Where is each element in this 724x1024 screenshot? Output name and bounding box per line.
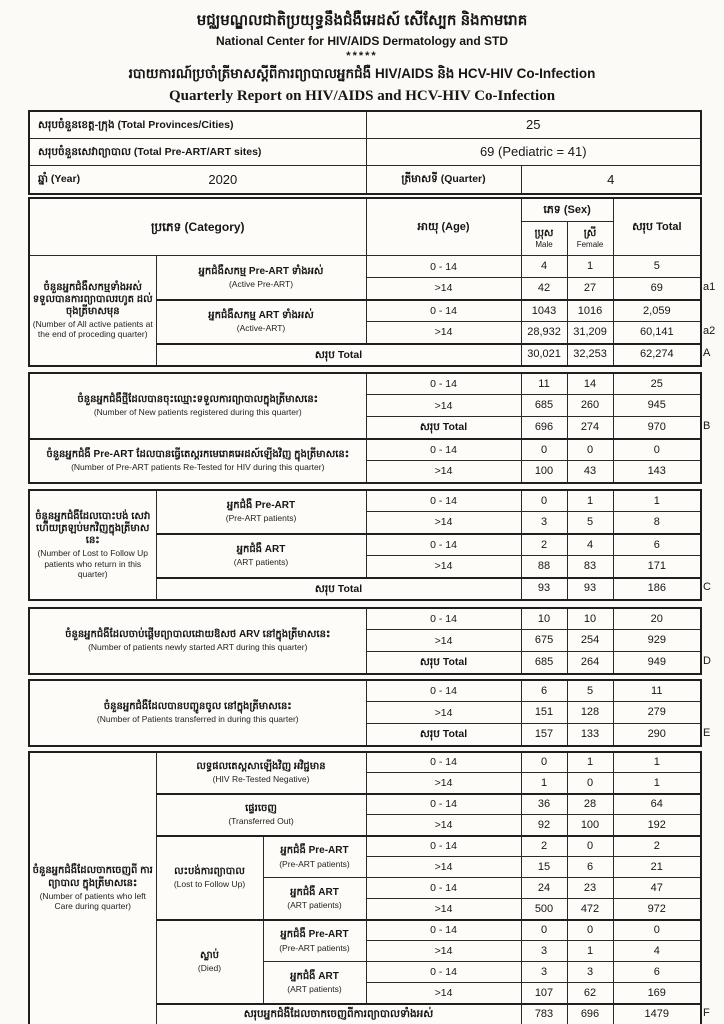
male-value: 100 (521, 461, 567, 483)
new-patients-label (29, 373, 366, 439)
section-new-patients (0, 372, 724, 484)
subtitle-khmer: របាយការណ៍ប្រចាំត្រីមាសស្តីពីការព្យាបាលអ្នកជំងឺ HIV/AIDS និង HCV-HIV Co-Infection (128, 65, 596, 81)
total-value: 2,059 (613, 300, 701, 322)
male-value: 107 (521, 983, 567, 1004)
table-row (29, 608, 701, 630)
female-value: 254 (567, 630, 613, 652)
female-value: 696 (567, 1004, 613, 1024)
quarter-value: 4 (521, 165, 701, 194)
total-sites-label: សរុបចំនួនសេវាព្យាបាល (Total Pre-ART/ART sites) (29, 138, 366, 165)
table-row (29, 138, 701, 165)
male-value: 93 (521, 578, 567, 600)
label-english: (Number of patients newly started ART during this quarter) (88, 642, 308, 653)
female-value: 1 (567, 941, 613, 962)
total-column-header: សរុប Total (613, 198, 701, 256)
label-english: (Number of Patients transferred in during this quarter) (96, 714, 299, 725)
female-value: 472 (567, 899, 613, 920)
female-value: 28 (567, 794, 613, 815)
year-label: ឆ្នាំ (Year) (38, 173, 81, 186)
age-cell: 0 - 14 (366, 920, 521, 941)
age-cell: >14 (366, 941, 521, 962)
label-khmer: ចំនួនអ្នកជំងឺ Pre-ART ដែលបានធ្វើតេស្តរកមេរោគអេដស៍ឡើងវិញ ក្នុងត្រីមាសនេះ (46, 449, 350, 461)
group-label-khmer: អ្នកជំងឺ ART (290, 886, 339, 898)
group-label-english: (Pre-ART patients) (279, 858, 350, 869)
summary-info-table (28, 110, 702, 195)
year-value: 2020 (208, 171, 238, 187)
total-row-label: សរុប Total (366, 724, 521, 746)
age-cell: 0 - 14 (366, 878, 521, 899)
label-khmer: ចំនួនអ្នកជំងឺដែលចាប់ផ្តើមព្យាបាលដោយឱសថ ARV នៅក្នុងត្រីមាសនេះ (65, 629, 331, 641)
age-cell: 0 - 14 (366, 836, 521, 857)
female-value: 14 (567, 373, 613, 395)
table-row (29, 439, 701, 461)
female-value: 0 (567, 836, 613, 857)
total-row-label: សរុប Total (366, 652, 521, 674)
age-cell: 0 - 14 (366, 794, 521, 815)
total-value: 64 (613, 794, 701, 815)
male-column-header (521, 222, 567, 256)
age-cell: >14 (366, 322, 521, 344)
total-value: 21 (613, 857, 701, 878)
group-label-khmer: អ្នកជំងឺសកម្ម ART ទាំងអស់ (208, 310, 314, 322)
male-value: 3 (521, 512, 567, 534)
label-khmer: ចំនួនអ្នកជំងឺដែលបានបញ្ជូនចូល នៅក្នុងត្រីមាសនេះ (103, 701, 292, 713)
transferred-in-label (29, 680, 366, 746)
male-label-khmer: ប្រុស (534, 227, 554, 239)
label-khmer: លះបង់ការព្យាបាល (174, 866, 245, 878)
total-value: 1 (613, 490, 701, 512)
male-value: 500 (521, 899, 567, 920)
died-preart-label (263, 920, 366, 962)
male-value: 685 (521, 652, 567, 674)
female-label-khmer: ស្រី (583, 227, 597, 239)
table-row (29, 165, 701, 194)
table-row (29, 198, 701, 222)
total-row-label: សរុប Total (366, 417, 521, 439)
section-active-patients (0, 197, 724, 367)
newly-started-label (29, 608, 366, 674)
group-label-khmer: អ្នកជំងឺ ART (290, 970, 339, 982)
active-patients-outer-label (29, 256, 156, 366)
row-marker: E (703, 726, 711, 739)
male-label-english: Male (535, 240, 553, 250)
group-label-english: (Pre-ART patients) (225, 513, 297, 524)
group-label-khmer: អ្នកជំងឺសកម្ម Pre-ART ទាំងអស់ (198, 265, 324, 277)
male-value: 151 (521, 702, 567, 724)
total-value: 1 (613, 752, 701, 773)
row-marker: A (703, 346, 711, 359)
total-value: 945 (613, 395, 701, 417)
female-value: 264 (567, 652, 613, 674)
male-value: 2 (521, 836, 567, 857)
age-cell: 0 - 14 (366, 534, 521, 556)
section-newly-started-art (0, 607, 724, 675)
age-cell: >14 (366, 899, 521, 920)
transferred-in-table (28, 679, 702, 747)
female-value: 83 (567, 556, 613, 578)
total-value: 47 (613, 878, 701, 899)
group-label-english: (ART patients) (287, 984, 342, 995)
label-english: (Lost to Follow Up) (173, 879, 246, 890)
age-cell: >14 (366, 461, 521, 483)
preart-patients-label (156, 490, 366, 534)
active-preart-label (156, 256, 366, 300)
female-value: 274 (567, 417, 613, 439)
label-khmer: ផ្ទេរចេញ (245, 803, 277, 815)
report-header (0, 0, 724, 105)
total-value: 2 (613, 836, 701, 857)
outer-label-english: (Number of All active patients at the end of proceding quarter) (32, 319, 153, 340)
ltfu-return-outer-label (29, 490, 156, 600)
female-value: 31,209 (567, 322, 613, 344)
outer-label-khmer: ចំនួនអ្នកជំងឺដែលបោះបង់ សេវា ហើយត្រឡប់មកវិញក្នុងត្រីមាសនេះ (35, 510, 151, 546)
age-cell: 0 - 14 (366, 439, 521, 461)
row-marker: C (703, 580, 711, 593)
group-label-english: (ART patients) (287, 900, 342, 911)
total-value: 1479 (613, 1004, 701, 1024)
total-value: 186 (613, 578, 701, 600)
group-label-khmer: អ្នកជំងឺ Pre-ART (280, 929, 349, 941)
table-row (29, 111, 701, 138)
label-khmer: ស្លាប់ (199, 950, 220, 962)
main-table (28, 197, 702, 367)
row-marker: F (703, 1006, 710, 1019)
transferred-out-label (156, 794, 366, 836)
label-english: (Number of Pre-ART patients Re-Tested for HIV during this quarter) (71, 462, 325, 473)
new-patients-table (28, 372, 702, 484)
female-value: 1 (567, 752, 613, 773)
age-cell: >14 (366, 556, 521, 578)
female-value: 6 (567, 857, 613, 878)
female-value: 260 (567, 395, 613, 417)
age-cell: 0 - 14 (366, 373, 521, 395)
total-value: 169 (613, 983, 701, 1004)
male-value: 92 (521, 815, 567, 836)
total-value: 11 (613, 680, 701, 702)
category-column-header: ប្រភេទ (Category) (29, 198, 366, 256)
age-cell: >14 (366, 983, 521, 1004)
table-row (29, 752, 701, 773)
total-value: 6 (613, 962, 701, 983)
male-value: 685 (521, 395, 567, 417)
retested-label (29, 439, 366, 483)
quarter-label: ត្រីមាសទី (Quarter) (366, 165, 521, 194)
outer-label-khmer: ចំនួនអ្នកជំងឺដែលចាកចេញពី ការព្យាបាល ក្នុងត្រីមាសនេះ (32, 865, 153, 889)
died-art-label (263, 962, 366, 1004)
total-value: 143 (613, 461, 701, 483)
lost-to-follow-up-label (156, 836, 263, 920)
row-marker: D (703, 654, 711, 667)
group-label-english: (Active-ART) (236, 323, 286, 334)
group-label-english: (Active Pre-ART) (228, 279, 294, 290)
total-value: 5 (613, 256, 701, 278)
group-label-english: (Pre-ART patients) (279, 942, 350, 953)
total-value: 20 (613, 608, 701, 630)
total-value: 1 (613, 773, 701, 794)
total-value: 970 (613, 417, 701, 439)
female-value: 10 (567, 608, 613, 630)
total-value: 25 (613, 373, 701, 395)
left-care-outer-label (29, 752, 156, 1024)
age-cell: >14 (366, 773, 521, 794)
title-khmer: មជ្ឈមណ្ឌលជាតិប្រយុទ្ធនឹងជំងឺអេដស៍ សើស្បែក និងកាមរោគ (196, 12, 528, 29)
group-label-english: (ART patients) (233, 557, 289, 568)
age-cell: 0 - 14 (366, 962, 521, 983)
male-value: 3 (521, 941, 567, 962)
group-label-khmer: អ្នកជំងឺ Pre-ART (280, 845, 349, 857)
female-value: 32,253 (567, 344, 613, 366)
ltfu-return-table (28, 489, 702, 601)
male-value: 157 (521, 724, 567, 746)
label-khmer: លទ្ធផលតេស្តសាឡើងវិញ អវិជ្ជមាន (196, 761, 326, 773)
female-value: 1 (567, 256, 613, 278)
age-cell: 0 - 14 (366, 752, 521, 773)
female-value: 23 (567, 878, 613, 899)
year-cell (29, 165, 366, 194)
male-value: 0 (521, 920, 567, 941)
male-value: 42 (521, 278, 567, 300)
age-cell: 0 - 14 (366, 608, 521, 630)
row-marker: B (703, 419, 711, 432)
total-row-label: សរុបអ្នកជំងឺដែលចាកចេញពីការព្យាបាលទាំងអស់ (156, 1004, 521, 1024)
total-sites-value: 69 (Pediatric = 41) (366, 138, 701, 165)
male-value: 11 (521, 373, 567, 395)
male-value: 696 (521, 417, 567, 439)
table-row (29, 256, 701, 278)
total-value: 8 (613, 512, 701, 534)
ltfu-preart-label (263, 836, 366, 878)
male-value: 1 (521, 773, 567, 794)
row-marker: a2 (703, 324, 716, 337)
total-value: 949 (613, 652, 701, 674)
ltfu-art-label (263, 878, 366, 920)
age-cell: >14 (366, 630, 521, 652)
died-label (156, 920, 263, 1004)
age-cell: >14 (366, 512, 521, 534)
total-value: 62,274 (613, 344, 701, 366)
male-value: 675 (521, 630, 567, 652)
male-value: 783 (521, 1004, 567, 1024)
male-value: 2 (521, 534, 567, 556)
female-label-english: Female (576, 240, 604, 250)
outer-label-english: (Number of patients who left Care during quarter) (39, 890, 146, 912)
total-value: 0 (613, 920, 701, 941)
title-english: National Center for HIV/AIDS Dermatology and STD (215, 34, 509, 49)
female-value: 128 (567, 702, 613, 724)
total-value: 0 (613, 439, 701, 461)
total-row-label: សរុប Total (156, 578, 521, 600)
male-value: 0 (521, 490, 567, 512)
female-value: 5 (567, 680, 613, 702)
label-english: (Number of New patients registered during this quarter) (93, 407, 302, 418)
female-value: 133 (567, 724, 613, 746)
male-value: 24 (521, 878, 567, 899)
female-value: 0 (567, 920, 613, 941)
left-care-table (28, 751, 702, 1024)
female-column-header (567, 222, 613, 256)
total-row-label: សរុប Total (156, 344, 521, 366)
row-marker: a1 (703, 280, 716, 293)
section-transferred-in (0, 679, 724, 747)
female-value: 93 (567, 578, 613, 600)
art-patients-label (156, 534, 366, 578)
label-english: (HIV Re-Tested Negative) (212, 774, 310, 785)
active-art-label (156, 300, 366, 344)
female-value: 62 (567, 983, 613, 1004)
male-value: 0 (521, 439, 567, 461)
age-cell: 0 - 14 (366, 256, 521, 278)
total-provinces-label: សរុបចំនួនខេត្ត-ក្រុង (Total Provinces/Cities) (29, 111, 366, 138)
age-cell: >14 (366, 857, 521, 878)
table-row (29, 680, 701, 702)
total-provinces-value: 25 (366, 111, 701, 138)
male-value: 3 (521, 962, 567, 983)
label-english: (Died) (197, 963, 222, 974)
outer-label-khmer: ចំនួនអ្នកជំងឺសកម្មទាំងអស់ ទទួលបានការព្យាបាលរហូត ដល់ចុងត្រីមាសមុន (32, 281, 153, 317)
female-value: 4 (567, 534, 613, 556)
section-ltfu-return (0, 489, 724, 601)
age-cell: >14 (366, 702, 521, 724)
page-title: Quarterly Report on HIV/AIDS and HCV-HIV Co-Infection (168, 88, 556, 105)
outer-label-english: (Number of Lost to Follow Up patients who return in this quarter) (37, 548, 149, 579)
group-label-khmer: អ្នកជំងឺ ART (236, 544, 286, 556)
female-value: 43 (567, 461, 613, 483)
male-value: 1043 (521, 300, 567, 322)
total-value: 171 (613, 556, 701, 578)
age-cell: 0 - 14 (366, 680, 521, 702)
female-value: 5 (567, 512, 613, 534)
label-english: (Transferred Out) (228, 816, 294, 827)
retested-negative-label (156, 752, 366, 794)
male-value: 4 (521, 256, 567, 278)
male-value: 15 (521, 857, 567, 878)
total-value: 69 (613, 278, 701, 300)
age-column-header: អាយុ (Age) (366, 198, 521, 256)
male-value: 88 (521, 556, 567, 578)
table-row (29, 490, 701, 512)
male-value: 36 (521, 794, 567, 815)
newly-started-art-table (28, 607, 702, 675)
label-khmer: ចំនួនអ្នកជំងឺថ្មីដែលបានចុះឈ្មោះទទួលការព្យាបាលក្នុងត្រីមាសនេះ (77, 394, 319, 406)
total-value: 192 (613, 815, 701, 836)
age-cell: >14 (366, 815, 521, 836)
female-value: 0 (567, 439, 613, 461)
section-left-care (0, 751, 724, 1024)
male-value: 28,932 (521, 322, 567, 344)
female-value: 27 (567, 278, 613, 300)
female-value: 1 (567, 490, 613, 512)
female-value: 1016 (567, 300, 613, 322)
male-value: 10 (521, 608, 567, 630)
male-value: 0 (521, 752, 567, 773)
total-value: 4 (613, 941, 701, 962)
separator-stars: ***** (346, 50, 378, 63)
female-value: 0 (567, 773, 613, 794)
male-value: 6 (521, 680, 567, 702)
total-value: 929 (613, 630, 701, 652)
age-cell: >14 (366, 278, 521, 300)
total-value: 972 (613, 899, 701, 920)
total-value: 60,141 (613, 322, 701, 344)
total-value: 279 (613, 702, 701, 724)
female-value: 3 (567, 962, 613, 983)
age-cell: 0 - 14 (366, 490, 521, 512)
sex-column-header: ភេទ (Sex) (521, 198, 613, 222)
group-label-khmer: អ្នកជំងឺ Pre-ART (226, 500, 296, 512)
male-value: 30,021 (521, 344, 567, 366)
age-cell: 0 - 14 (366, 300, 521, 322)
female-value: 100 (567, 815, 613, 836)
total-value: 6 (613, 534, 701, 556)
age-cell: >14 (366, 395, 521, 417)
total-value: 290 (613, 724, 701, 746)
table-row (29, 373, 701, 395)
